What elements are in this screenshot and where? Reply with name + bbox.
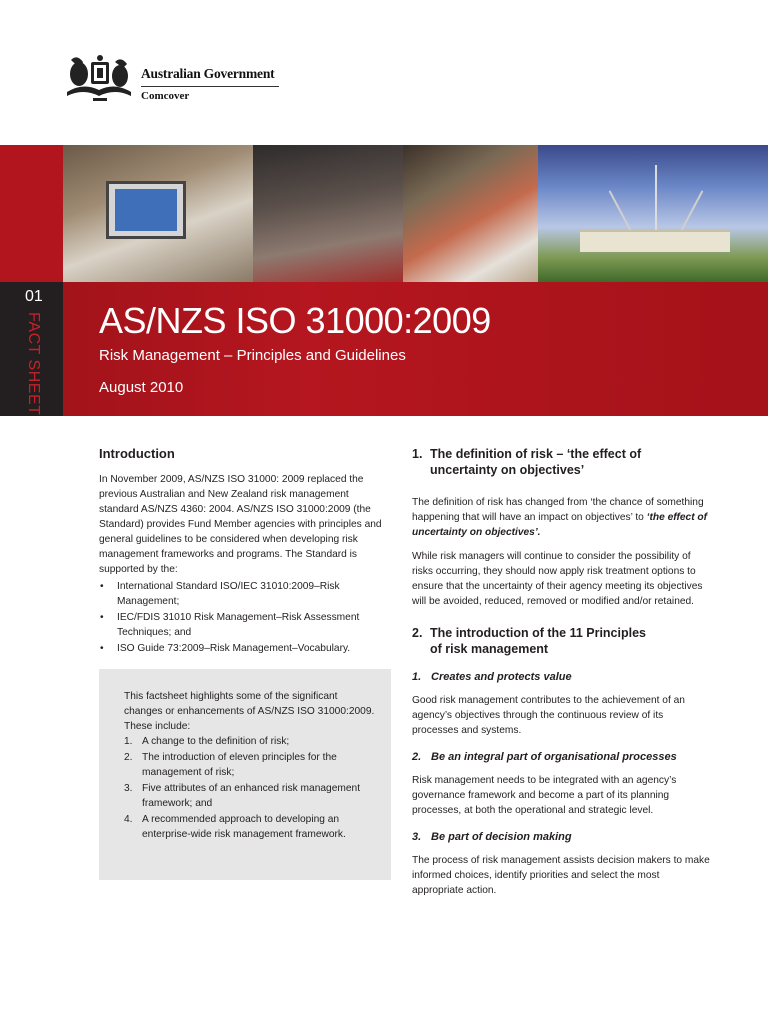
intro-heading: Introduction [99, 446, 175, 461]
section-title: The introduction of the 11 Principles of risk management [430, 626, 646, 656]
list-item: • ISO Guide 73:2009–Risk Management–Vocabulary. [99, 641, 389, 656]
principle-1-text: Good risk management contributes to the achievement of an agency’s objectives through the continuous review of its processes and systems. [412, 695, 685, 736]
section-2-heading [412, 625, 712, 657]
list-item [124, 781, 375, 812]
risk-treatment-paragraph: While risk managers will continue to consider the possibility of risks occurring, they should now apply risk treatment options to ensure that the uncertainty of their agency meeting its objectives will be avoided, reduced, removed or modified and/or retained. [412, 551, 703, 607]
fact-sheet-number: 01 [25, 288, 43, 305]
list-text: A change to the definition of risk; [142, 736, 290, 747]
list-number: 2. [124, 751, 133, 763]
government-logo [63, 52, 293, 108]
risk-definition-paragraph [412, 495, 712, 540]
standards-list [99, 579, 389, 656]
right-column [412, 446, 712, 898]
principle-2-text: Risk management needs to be integrated with an agency’s governance framework and become a part of its planning processes, at both the operational and strategic level. [412, 775, 677, 816]
photo-banner [0, 145, 768, 282]
principle-1-heading [412, 671, 712, 683]
list-number: 4. [124, 813, 133, 825]
government-wordmark [141, 66, 279, 102]
banner-red-strip [0, 145, 63, 282]
list-text: Five attributes of an enhanced risk management framework; and [142, 782, 361, 809]
parliament-flagpole [655, 165, 657, 231]
principle-number: 2. [412, 751, 422, 763]
principle-number: 1. [412, 671, 422, 683]
list-item [124, 734, 375, 750]
list-number: 1. [124, 736, 133, 747]
principle-3-heading [412, 831, 712, 843]
government-name: Australian Government [141, 66, 275, 81]
principle-3-text: The process of risk management assists decision makers to make informed choices, identify priorities and select the most appropriate action. [412, 855, 710, 896]
document-subtitle: Risk Management – Principles and Guidelines [99, 347, 406, 364]
principle-title: Be an integral part of organisational processes [431, 751, 677, 763]
highlights-lead: This factsheet highlights some of the significant changes or enhancements of AS/NZS ISO 31000:2009. These include: [124, 691, 375, 732]
list-text: The introduction of eleven principles for the management of risk; [142, 751, 337, 778]
documents-photo [403, 145, 538, 282]
section-title: The definition of risk – ‘the effect of uncertainty on objectives’ [430, 447, 642, 477]
list-text: A recommended approach to developing an enterprise-wide risk management framework. [142, 813, 346, 840]
principle-number: 3. [412, 831, 422, 843]
parliament-building [580, 230, 730, 252]
parliament-house-photo [538, 145, 768, 282]
list-item [124, 750, 375, 781]
list-item [124, 812, 375, 843]
risk-definition-emphasis: ‘the effect of uncertainty on objectives’. [412, 512, 708, 538]
highlights-box [99, 669, 391, 880]
list-item: • IEC/FDIS 31010 Risk Management–Risk Assessment Techniques; and [99, 610, 389, 640]
department-name: Comcover [141, 90, 190, 102]
section-1-heading [412, 446, 712, 478]
laptop-screen [115, 189, 177, 231]
logo-divider [141, 86, 279, 87]
fact-sheet-label: FACT SHEET [25, 312, 42, 416]
document-date: August 2010 [99, 379, 184, 396]
highlights-list [124, 734, 375, 843]
list-item: • International Standard ISO/IEC 31010:2009–Risk Management; [99, 579, 389, 609]
title-band [0, 282, 768, 416]
risk-definition-text: The definition of risk has changed from ‘the chance of something happening that will have an impact on objectives’ to [412, 497, 704, 523]
left-column [99, 446, 389, 657]
list-number: 3. [124, 782, 133, 794]
fact-sheet-tab [0, 282, 63, 416]
laptop-image [106, 181, 186, 239]
document-title: AS/NZS ISO 31000:2009 [99, 300, 491, 341]
principle-title: Be part of decision making [431, 831, 572, 843]
section-number: 2. [412, 626, 423, 640]
principle-title: Creates and protects value [431, 671, 572, 683]
meeting-photo [253, 145, 403, 282]
principle-2-heading [412, 751, 712, 763]
coat-of-arms-icon [63, 52, 135, 104]
section-number: 1. [412, 447, 423, 461]
intro-paragraph: In November 2009, AS/NZS ISO 31000: 2009 replaced the previous Australian and New Zealand risk management standard AS/NZS 4360: 2004. AS/NZS ISO 31000:2009 (the Standard) provides Fund Member agencies with principles and general guidelines to be considered when developing risk management frameworks and programs. The Standard is supported by the: [99, 474, 382, 575]
